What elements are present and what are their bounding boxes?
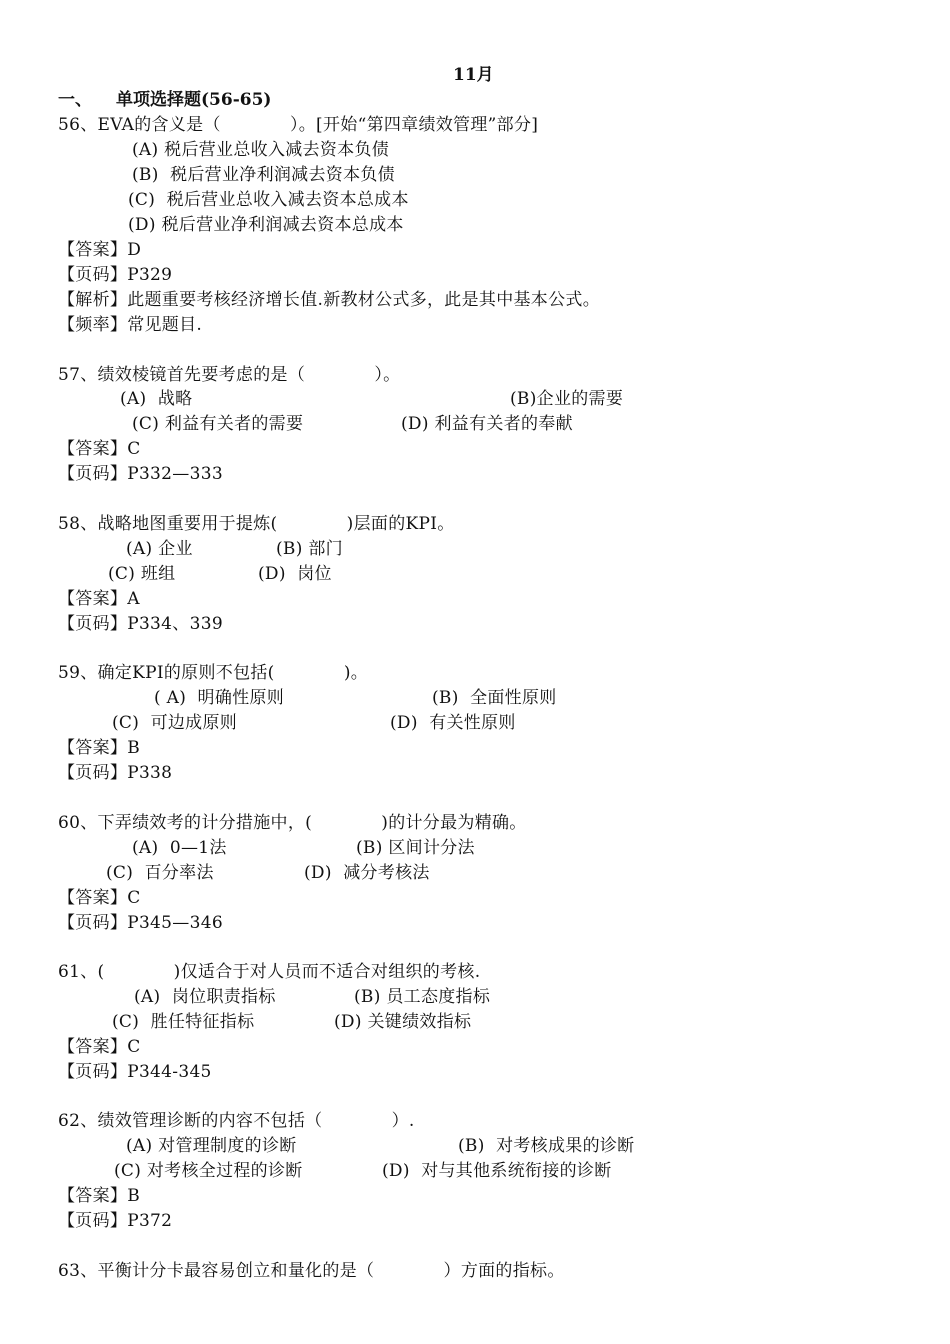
option-c: (C) 可边成原则 — [112, 713, 238, 733]
page-ref: 【页码】P334、339 — [58, 614, 223, 634]
option-d: (D) 利益有关者的奉献 — [401, 414, 573, 434]
option-b: (B) 对考核成果的诊断 — [458, 1136, 635, 1156]
question-stem: 58、战略地图重要用于提炼( )层面的KPI。 — [58, 514, 455, 534]
option-b: (B)企业的需要 — [510, 389, 624, 409]
page-ref: 【页码】P338 — [58, 763, 173, 783]
option-a: (A) 0—1法 — [132, 838, 227, 858]
option-c: (C) 对考核全过程的诊断 — [114, 1161, 303, 1181]
option-c: (C) 利益有关者的需要 — [132, 414, 304, 434]
answer: 【答案】C — [58, 439, 141, 459]
option-a: ( A) 明确性原则 — [154, 688, 285, 708]
page-ref: 【页码】P344-345 — [58, 1062, 212, 1082]
page-ref: 【页码】P332—333 — [58, 464, 223, 484]
option-a: (A) 战略 — [120, 389, 193, 409]
answer: 【答案】B — [58, 738, 140, 758]
option-c: (C) 胜任特征指标 — [112, 1012, 255, 1032]
option-d: (D) 关键绩效指标 — [334, 1012, 472, 1032]
question-stem: 56、EVA的含义是（ ）。[开始“第四章绩效管理”部分] — [58, 115, 539, 135]
option-d: (D) 岗位 — [258, 564, 332, 584]
option-b: (B) 部门 — [276, 539, 343, 559]
answer: 【答案】A — [58, 589, 140, 609]
option-d: (D) 减分考核法 — [304, 863, 430, 883]
option-c: (C) 百分率法 — [106, 863, 214, 883]
option-a: (A) 岗位职责指标 — [134, 987, 276, 1007]
page-ref: 【页码】P372 — [58, 1211, 173, 1231]
option-a: (A) 税后营业总收入减去资本负债 — [132, 140, 390, 160]
section-number: 一、 — [58, 90, 92, 110]
option-d: (D) 有关性原则 — [390, 713, 516, 733]
question-stem: 63、平衡计分卡最容易创立和量化的是（ ）方面的指标。 — [58, 1261, 565, 1281]
section-heading — [58, 89, 271, 111]
section-title: 单项选择题(56-65) — [116, 90, 272, 110]
answer: 【答案】C — [58, 888, 141, 908]
option-a: (A) 企业 — [126, 539, 193, 559]
option-b: (B) 税后营业净利润减去资本负债 — [132, 165, 395, 185]
frequency: 【频率】常见题目. — [58, 315, 203, 335]
page-title: 11月 — [453, 65, 494, 85]
question-stem: 59、确定KPI的原则不包括( )。 — [58, 663, 369, 683]
page-ref: 【页码】P329 — [58, 265, 173, 285]
answer: 【答案】B — [58, 1186, 140, 1206]
option-c: (C) 税后营业总收入减去资本总成本 — [128, 190, 409, 210]
option-d: (D) 税后营业净利润减去资本总成本 — [128, 215, 404, 235]
question-stem: 57、绩效棱镜首先要考虑的是（ ）。 — [58, 365, 401, 385]
option-b: (B) 全面性原则 — [432, 688, 557, 708]
option-b: (B) 区间计分法 — [356, 838, 475, 858]
option-a: (A) 对管理制度的诊断 — [126, 1136, 297, 1156]
question-stem: 62、绩效管理诊断的内容不包括（ ）. — [58, 1111, 415, 1131]
question-stem: 60、下弄绩效考的计分措施中，( )的计分最为精确。 — [58, 813, 527, 833]
option-d: (D) 对与其他系统衔接的诊断 — [382, 1161, 612, 1181]
page-ref: 【页码】P345—346 — [58, 913, 223, 933]
analysis: 【解析】此题重要考核经济增长值.新教材公式多，此是其中基本公式。 — [58, 290, 601, 310]
answer: 【答案】D — [58, 240, 142, 260]
option-b: (B) 员工态度指标 — [354, 987, 491, 1007]
answer: 【答案】C — [58, 1037, 141, 1057]
question-stem: 61、( )仅适合于对人员而不适合对组织的考核. — [58, 962, 481, 982]
option-c: (C) 班组 — [108, 564, 176, 584]
